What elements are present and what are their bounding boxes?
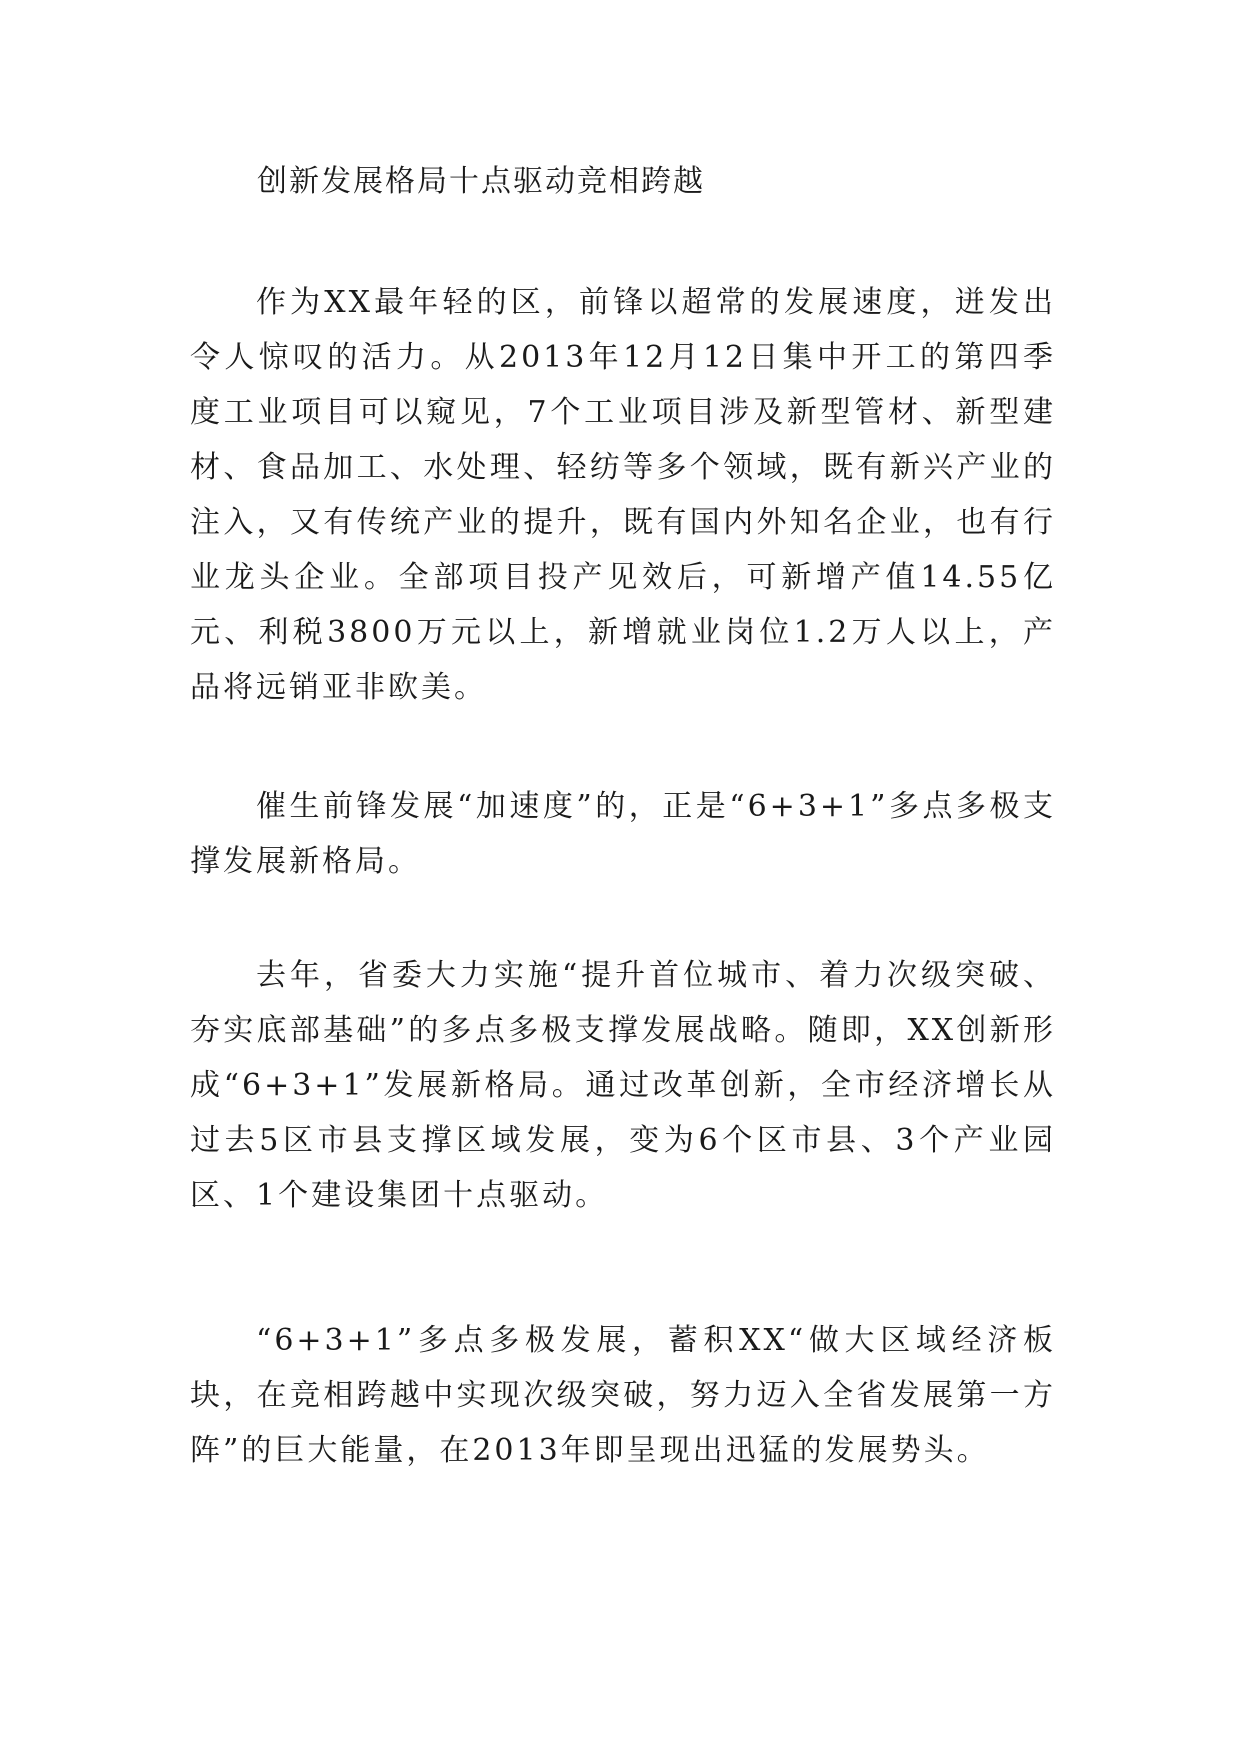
paragraph-1: 作为XX最年轻的区，前锋以超常的发展速度，迸发出令人惊叹的活力。从2013年12月12日集中开工的第四季度工业项目可以窥见，7个工业项目涉及新型管材、新型建材、食品加工、水处理、轻纺等多个领域，既有新兴产业的注入，又有传统产业的提升，既有国内外知名企业，也有行业龙头企业。全部项目投产见效后，可新增产值14.55亿元、利税3800万元以上，新增就业岗位1.2万人以上，产品将远销亚非欧美。 [190, 285, 1056, 705]
paragraph-4: “6+3+1”多点多极发展，蓄积XX“做大区域经济板块，在竞相跨越中实现次级突破，努力迈入全省发展第一方阵”的巨大能量，在2013年即呈现出迅猛的发展势头。 [190, 1323, 1056, 1468]
paragraph-2: 催生前锋发展“加速度”的，正是“6+3+1”多点多极支撑发展新格局。 [190, 789, 1056, 879]
document-title: 创新发展格局十点驱动竞相跨越 [257, 164, 705, 199]
paragraph-3: 去年，省委大力实施“提升首位城市、着力次级突破、夯实底部基础”的多点多极支撑发展战略。随即，XX创新形成“6+3+1”发展新格局。通过改革创新，全市经济增长从过去5区市县支撑区域发展，变为6个区市县、3个产业园区、1个建设集团十点驱动。 [190, 958, 1056, 1213]
